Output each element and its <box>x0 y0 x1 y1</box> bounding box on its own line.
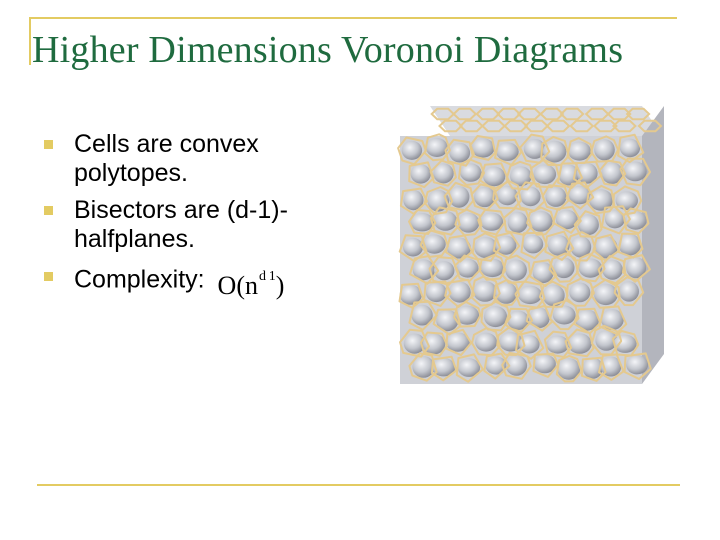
bullet-item <box>44 262 374 300</box>
cell-sphere <box>626 355 648 374</box>
bullet-square-icon <box>44 206 53 215</box>
cell-sphere <box>484 306 507 327</box>
title-top-rule <box>29 17 677 19</box>
cell-sphere <box>619 281 639 301</box>
cell-sphere <box>568 142 591 161</box>
cell-sphere <box>473 281 497 302</box>
bullet-item <box>44 196 374 254</box>
bullet-list <box>44 130 374 300</box>
cell-sphere <box>523 235 543 254</box>
cell-sphere <box>553 306 576 325</box>
cell-sphere <box>475 333 497 352</box>
cell-sphere <box>505 260 527 281</box>
bullet-item <box>44 130 374 188</box>
cell-sphere <box>449 186 470 208</box>
bullet-square-icon <box>44 272 53 281</box>
cell-sphere <box>460 163 481 181</box>
cell-sphere <box>569 283 590 303</box>
cell-sphere <box>548 235 570 256</box>
cell-sphere <box>508 212 528 233</box>
cell-sphere <box>449 143 470 163</box>
cell-sphere <box>426 283 447 302</box>
cell-sphere <box>594 139 615 160</box>
slide-title: Higher Dimensions Voronoi Diagrams <box>32 29 624 71</box>
cell-sphere <box>545 187 566 207</box>
cell-sphere <box>472 138 495 157</box>
bottom-rule <box>37 484 680 486</box>
cell-sphere <box>594 284 618 305</box>
formula-close: ) <box>275 271 285 300</box>
formula-exponent: d 1 <box>258 269 276 284</box>
cell-sphere <box>624 162 647 182</box>
bullet-text: Cells are convex polytopes. <box>74 130 259 187</box>
cell-sphere <box>480 259 504 277</box>
cell-sphere <box>483 167 505 187</box>
cell-sphere <box>411 164 431 183</box>
cell-sphere <box>426 138 448 157</box>
cell-sphere <box>402 141 422 160</box>
voronoi-3d-cells-image <box>380 96 670 396</box>
cell-sphere <box>403 238 423 257</box>
bullet-text: Complexity: <box>74 265 205 294</box>
cube-side-face <box>642 106 664 384</box>
bullet-text: Bisectors are (d-1)-halfplanes. <box>74 196 288 253</box>
complexity-formula <box>218 262 285 300</box>
formula-base: O(n <box>217 271 258 300</box>
cell-sphere <box>534 165 557 185</box>
bullet-square-icon <box>44 140 53 149</box>
cell-sphere <box>518 286 542 304</box>
cell-sphere <box>496 142 519 161</box>
title-left-rule <box>29 17 31 65</box>
